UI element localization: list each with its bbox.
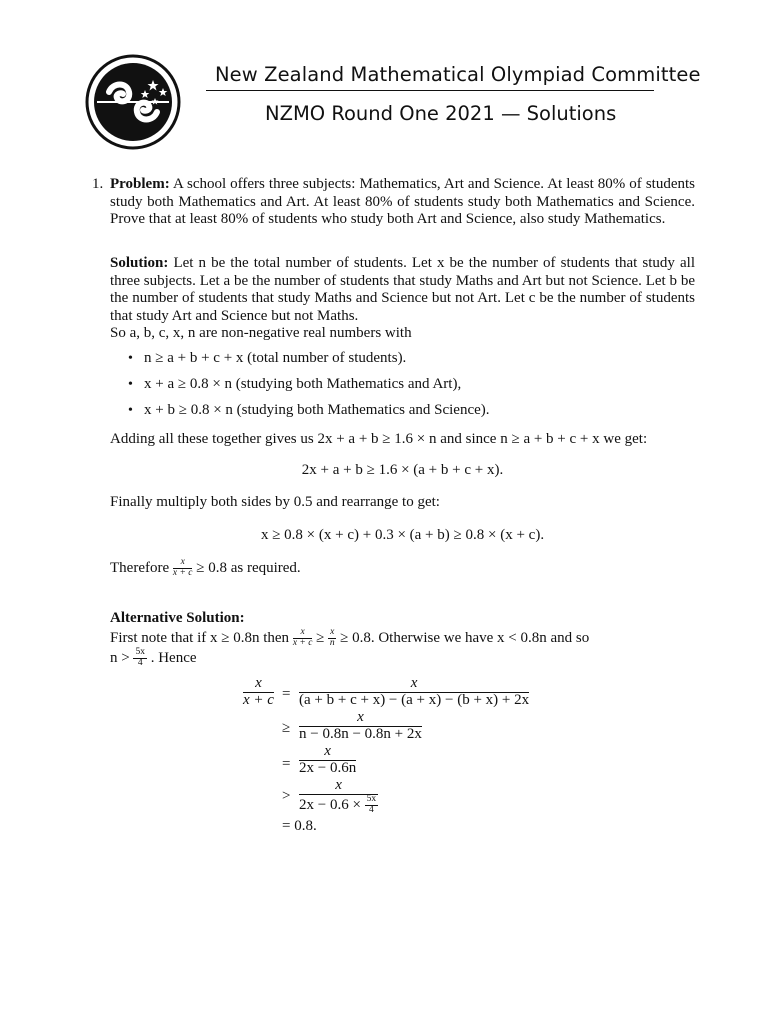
fraction-x-over-x-plus-c [173,558,193,579]
relation-equals: = [282,686,291,702]
derivation-rhs-2 [299,710,422,743]
denominator: x + c [292,637,313,648]
alt-text: ≥ 0.8. Otherwise we have x < 0.8n and so [340,629,590,646]
denominator: x + c [243,691,274,708]
alt-text: . Hence [150,649,197,666]
numerator: x [299,710,422,727]
fraction-x-over-n [328,628,336,649]
alt-solution-line-1 [110,628,695,649]
denominator: 2x − 0.6n [299,759,357,776]
denominator: n [329,637,335,648]
therefore-line [110,558,695,579]
fraction-5x-over-4 [365,795,379,816]
alt-text: n > [110,649,130,666]
denominator: n − 0.8n − 0.8n + 2x [299,725,422,742]
numerator: x [243,676,274,693]
fraction-x-over-x-plus-c [293,628,313,649]
solution-text: Let n be the total number of students. Let x be the number of students that study all three subjects. Let a be the number of students that study Maths and Art but not Science. Let b be the number of students that study Maths and Science but not Art. Let c be the number of students that study Art and Science but not Maths. [110,255,695,324]
denominator: 4 [137,657,143,668]
therefore-suffix: ≥ 0.8 as required. [196,559,301,576]
final-result: = 0.8. [282,818,317,834]
fraction-rhs-1 [299,676,529,709]
derivation-rhs-3 [299,744,356,777]
equation-1: 2x + a + b ≥ 1.6 × (a + b + c + x). [301,462,504,478]
alt-text: First note that if x ≥ 0.8n then [110,629,290,646]
nzmoc-logo [83,52,183,152]
numerator: x [299,744,356,761]
fraction-rhs-2 [299,710,422,743]
denominator-prefix: 2x − 0.6 × [299,796,361,813]
list-item: • n ≥ a + b + c + x (total number of students). [128,350,490,376]
problem-number: 1. [92,176,104,192]
problem-statement [110,176,695,229]
adding-line: Adding all these together gives us 2x + a + b ≥ 1.6 × n and since n ≥ a + b + c + x we get: [110,431,648,447]
numerator: x [173,558,193,569]
denominator: 4 [369,804,374,815]
numerator: x [293,628,313,639]
header-divider [206,90,654,91]
multiply-line: Finally multiply both sides by 0.5 and rearrange to get: [110,494,440,510]
list-item: • x + a ≥ 0.8 × n (studying both Mathematics and Art), [128,376,490,402]
numerator: x [330,627,335,637]
denominator: x + c [172,567,193,578]
fraction-rhs-4 [299,778,378,816]
problem-text: A school offers three subjects: Mathematics, Art and Science. At least 80% of students study both Mathematics and Art. At least 80% of students study both Mathematics and Science. Prove that at least 80% of students who study both Art and Science, also study Mathematics. [110,176,695,227]
org-title: New Zealand Mathematical Olympiad Committee [215,63,701,86]
numerator: x [299,778,378,795]
fraction-5x-over-4 [133,648,147,669]
numerator: 5x [135,647,145,657]
alt-solution-label [110,610,695,628]
solution-label: Solution: [110,255,169,271]
numerator: x [299,676,529,693]
therefore-prefix: Therefore [110,559,170,576]
fraction-lhs [243,676,274,709]
denominator: (a + b + c + x) − (a + x) − (b + x) + 2x [299,691,530,708]
nonneg-line: So a, b, c, x, n are non-negative real numbers with [110,325,412,341]
fraction-rhs-3 [299,744,356,777]
derivation-rhs-1 [299,676,529,709]
denominator [299,795,378,816]
conditions-list [128,350,490,428]
relation-ge: ≥ [282,720,291,736]
alt-solution-line-2 [110,648,695,669]
derivation-lhs [243,676,274,709]
derivation-rhs-4 [299,778,378,816]
problem-label: Problem: [110,176,170,192]
relation-equals: = [282,756,291,772]
solution-paragraph [110,255,695,325]
relation-gt: > [282,788,291,804]
equation-2: x ≥ 0.8 × (x + c) + 0.3 × (a + b) ≥ 0.8 × (x + c). [260,527,545,543]
list-item: • x + b ≥ 0.8 × n (studying both Mathematics and Science). [128,402,490,428]
document-title: NZMO Round One 2021 — Solutions [265,102,617,125]
alt-label: Alternative Solution: [110,610,245,626]
alt-relation: ≥ [316,629,325,646]
numerator: 5x [366,793,377,804]
